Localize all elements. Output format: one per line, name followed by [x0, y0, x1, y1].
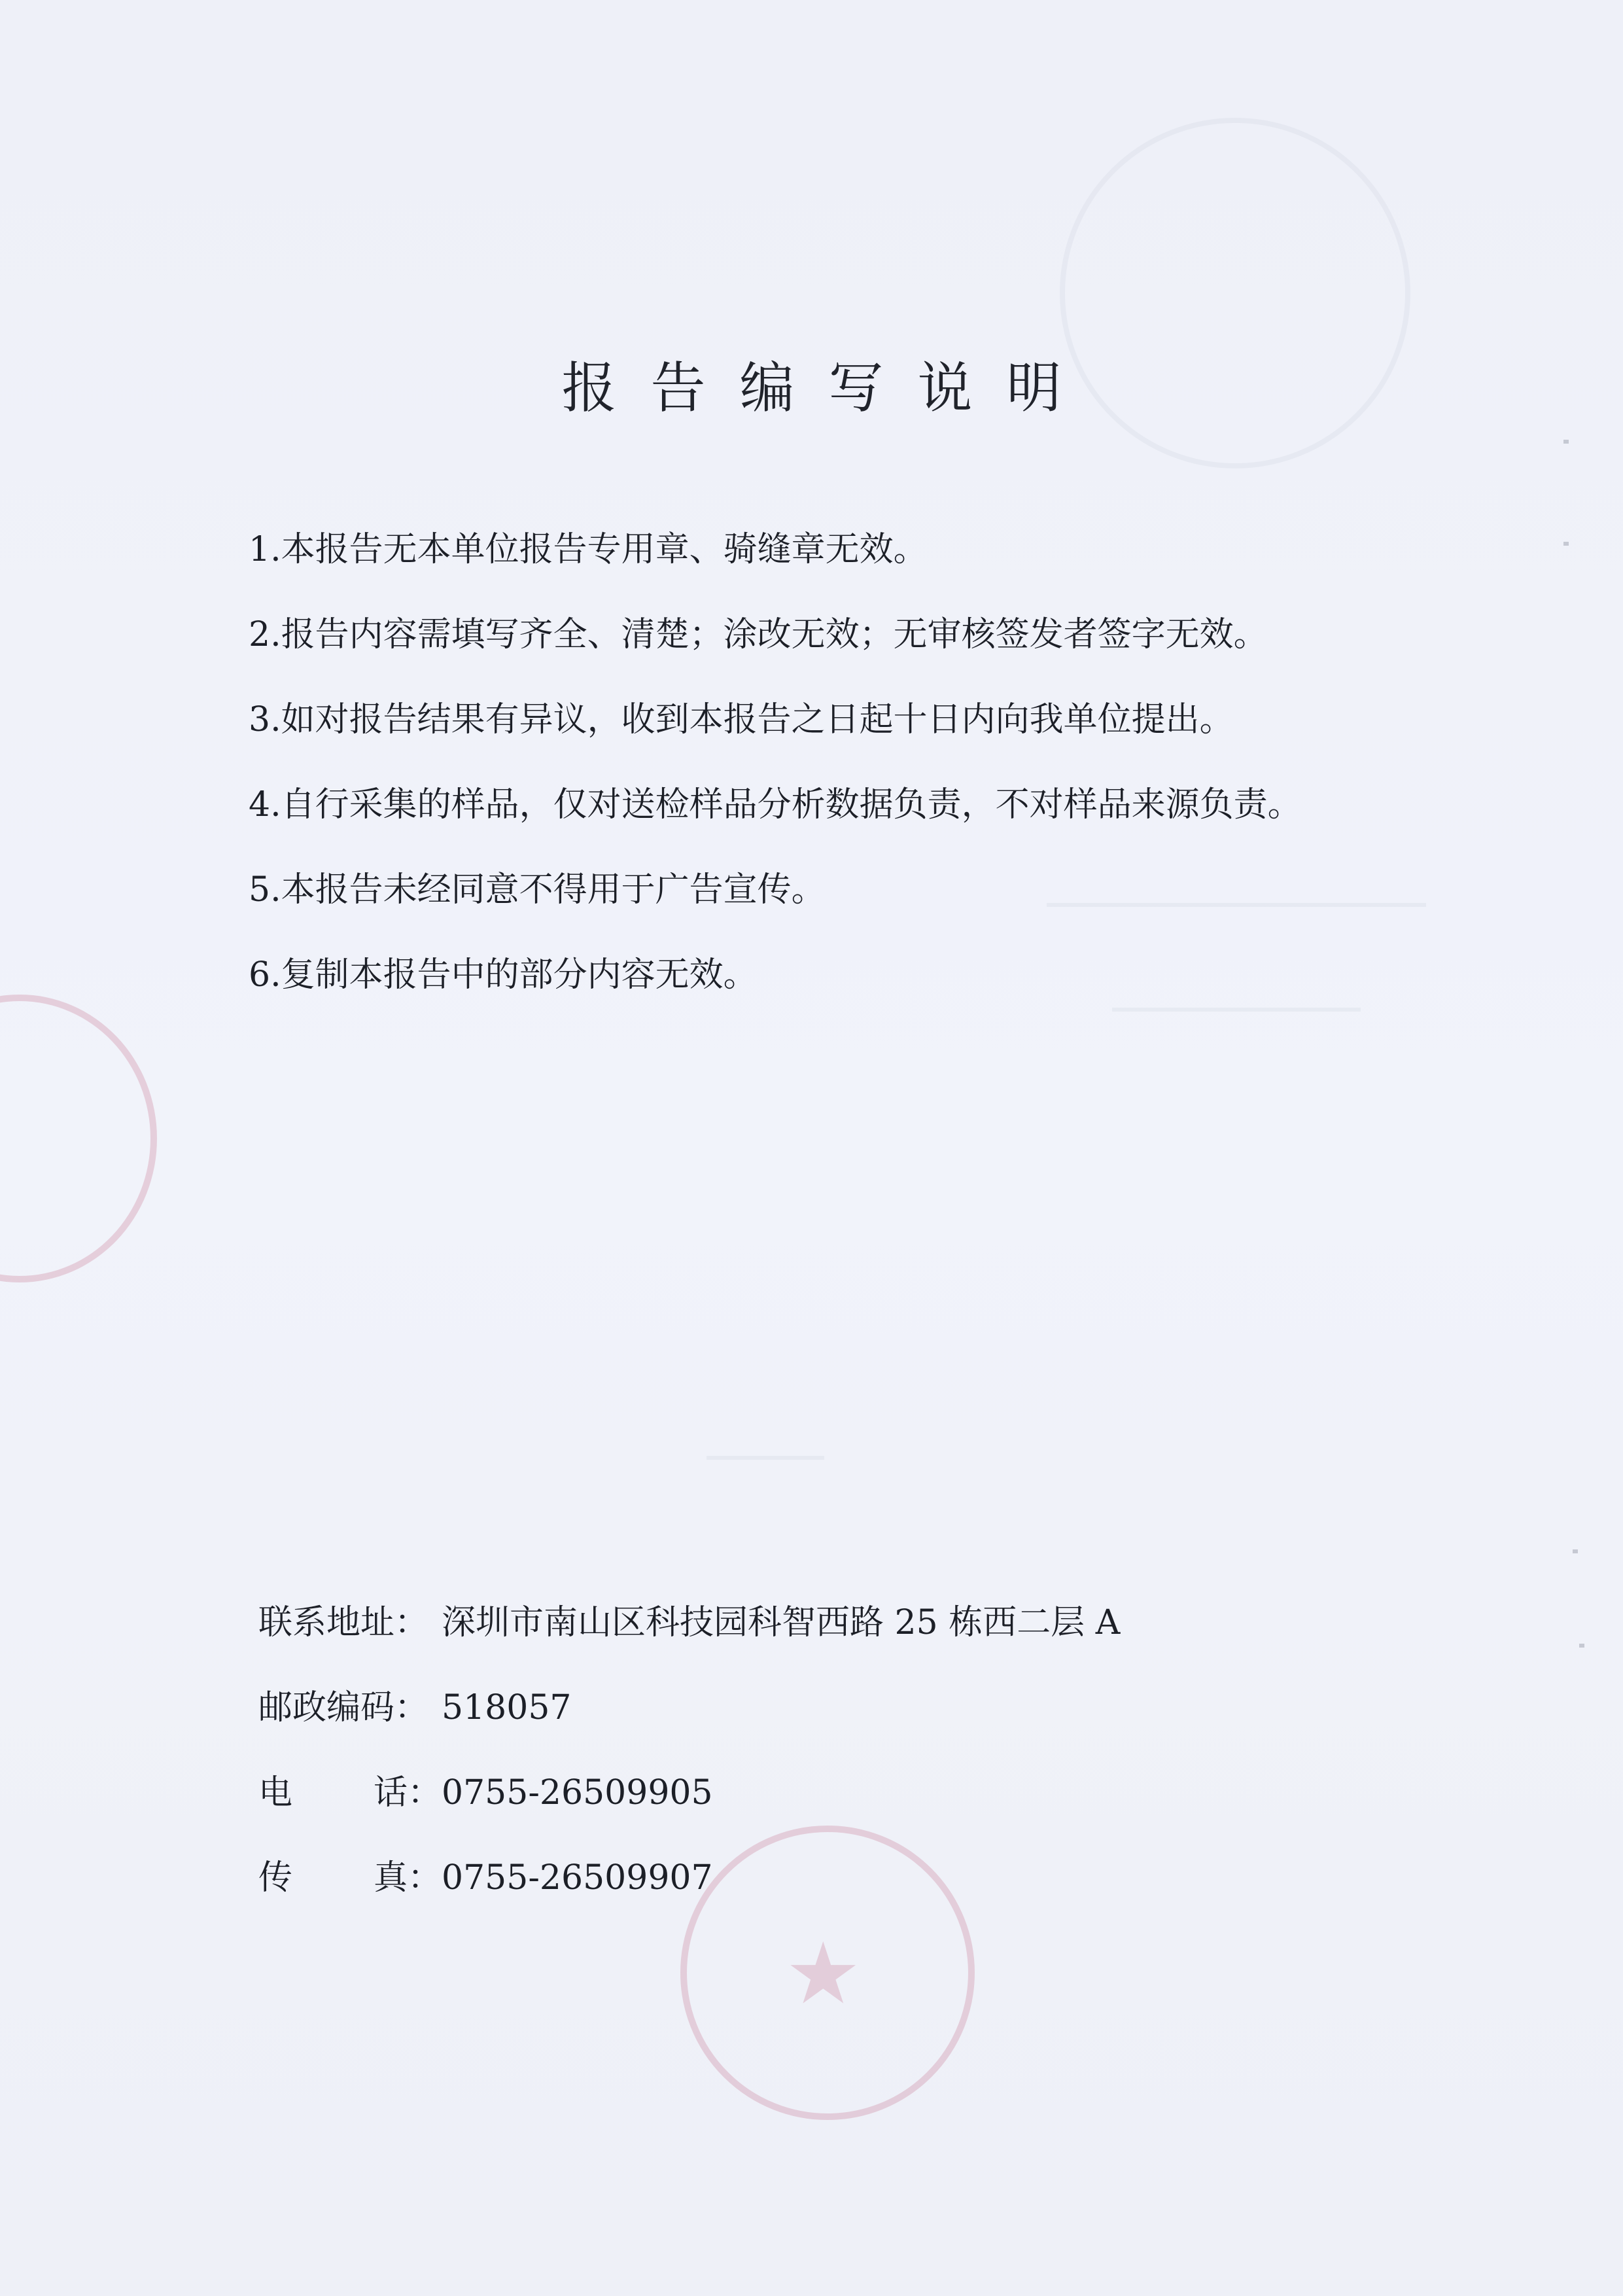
contact-info [258, 1580, 1120, 1920]
fax-label-char: 传 [258, 1858, 293, 1898]
scan-speck [1563, 542, 1569, 546]
phone-label-char: 电 [258, 1773, 293, 1812]
star-icon: ★ [785, 1924, 862, 2023]
scan-speck [1573, 1549, 1578, 1553]
note-item: 4.自行采集的样品，仅对送检样品分析数据负责，不对样品来源负责。 [249, 785, 1302, 824]
fax-row [258, 1835, 1120, 1920]
fax-value: 0755-26509907 [442, 1858, 713, 1898]
partial-seal-stamp [0, 995, 157, 1282]
address-label: 联系地址： [258, 1603, 429, 1642]
page-title: 报告编写说明 [561, 356, 1096, 421]
fax-label-char: 真： [373, 1858, 442, 1898]
phone-label-char: 话： [373, 1773, 442, 1812]
note-item: 3.如对报告结果有异议，收到本报告之日起十日内向我单位提出。 [249, 700, 1234, 739]
address-row [258, 1580, 1120, 1665]
note-item: 2.报告内容需填写齐全、清楚；涂改无效；无审核签发者签字无效。 [249, 615, 1268, 654]
bleed-through-line [707, 1456, 824, 1460]
postcode-row [258, 1665, 1120, 1750]
scan-speck [1579, 1644, 1584, 1648]
note-item: 6.复制本报告中的部分内容无效。 [249, 955, 758, 995]
scan-speck [1563, 440, 1569, 444]
fax-label [258, 1835, 442, 1920]
address-value: 深圳市南山区科技园科智西路 25 栋西二层 A [442, 1603, 1121, 1642]
phone-value: 0755-26509905 [442, 1773, 713, 1812]
postcode-label: 邮政编码： [258, 1688, 429, 1727]
notes-list [249, 507, 1302, 1017]
note-item: 5.本报告未经同意不得用于广告宣传。 [249, 870, 826, 910]
phone-label [258, 1750, 442, 1835]
note-item: 1.本报告无本单位报告专用章、骑缝章无效。 [249, 530, 928, 569]
phone-row [258, 1750, 1120, 1835]
postcode-value: 518057 [442, 1688, 572, 1727]
